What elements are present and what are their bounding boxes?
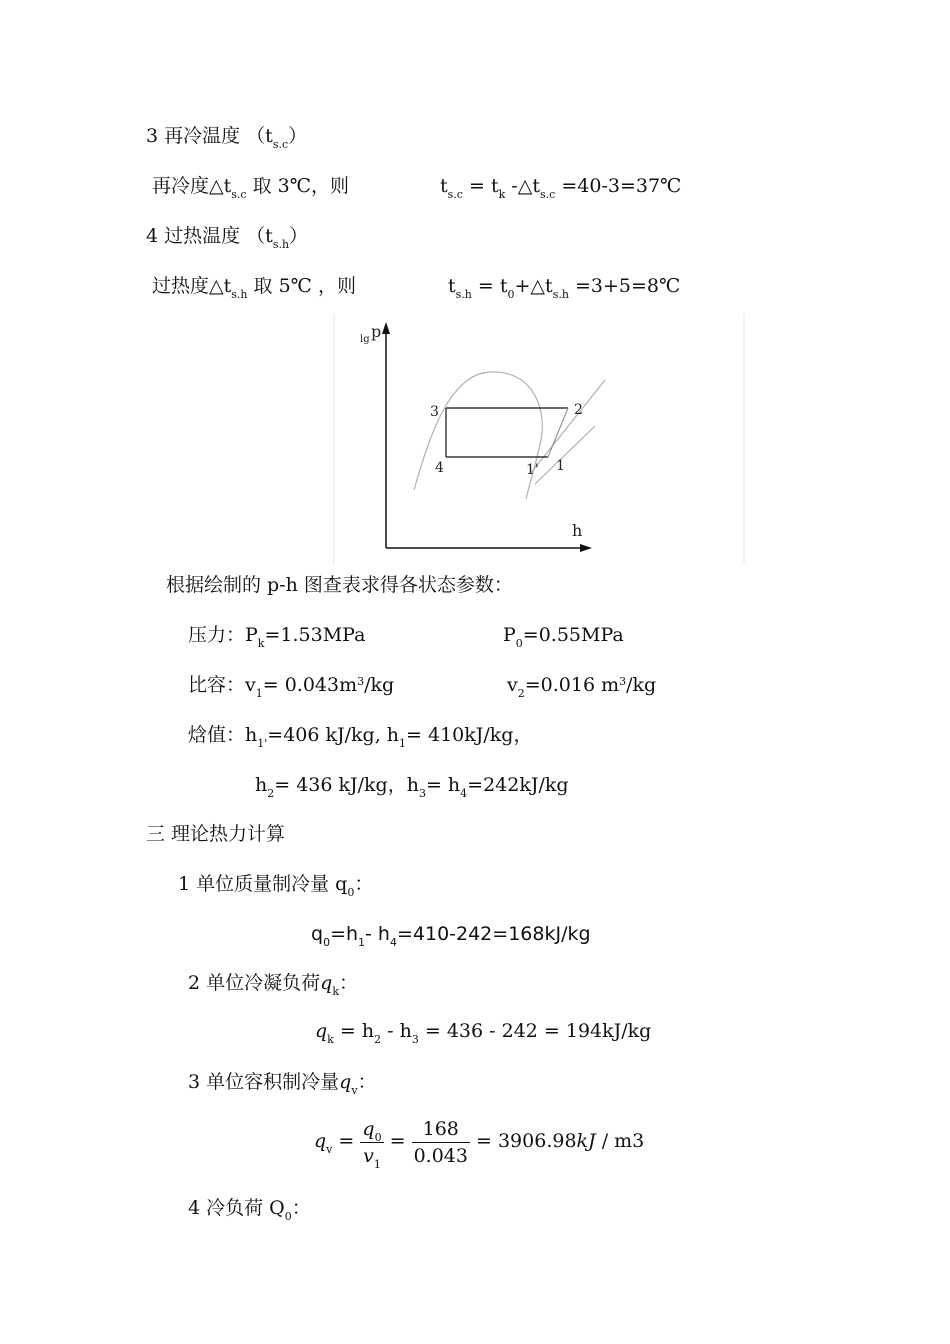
qv-fraction-symbolic: $\frac{q_0}{v_1}$ bbox=[362, 1117, 382, 1171]
superheat-description: 过热度$\triangle t_{s.h}$ 取 5℃ ，则 bbox=[152, 275, 356, 301]
ph-diagram bbox=[330, 314, 750, 564]
q0-formula: $q_0=h_1-$ $h_4=410-242=168kJ/kg$ bbox=[311, 923, 591, 949]
subcooling-formula: $t_{s.c} = t_k$ $-\triangle t_{s.c}$ =40-3=37℃ bbox=[440, 175, 682, 201]
qv-fraction-numeric: $\frac{168}{0.043}$ bbox=[413, 1117, 468, 1167]
x-axis-arrow bbox=[580, 544, 592, 552]
enthalpy-h2-h3-h4: $h_2= 436$ kJ/kg，$h_3= h_4=242kJ/kg$ bbox=[255, 774, 569, 800]
qk-heading: 2 单位冷凝负荷$q_k$： bbox=[188, 972, 358, 998]
point-3-label: 3 bbox=[430, 404, 439, 420]
subcooling-description: 再冷度$\triangle t_{s.c}$ 取 3℃，则 bbox=[152, 175, 349, 201]
section-4-title: 4 过热温度 $(t_{s.h})$ bbox=[146, 225, 309, 251]
point-4-label: 4 bbox=[435, 460, 444, 476]
x-axis-label: h bbox=[572, 521, 583, 540]
Q0-heading: 4 冷负荷 $Q_0$： bbox=[188, 1197, 311, 1223]
isentrope-2 bbox=[535, 426, 595, 484]
section-3-title: 3 再冷温度 $(t_{s.c})$ bbox=[146, 125, 308, 151]
qv-formula: $q_v$ = $\frac{q_0}{v_1}$ = $\frac{168}{0.043}$ = 3906.98kJ / m3 bbox=[314, 1117, 645, 1171]
pressure-p0: $P_0=0.55MPa$ bbox=[503, 624, 624, 650]
specific-volume-v1: 比容：$v_1= 0.043m^3/kg$ bbox=[188, 674, 395, 700]
parameters-intro: 根据绘制的 p-h 图查表求得各状态参数： bbox=[166, 574, 513, 596]
q0-heading: 1 单位质量制冷量 $q_0$： bbox=[178, 873, 374, 899]
qv-heading: 3 单位容积制冷量$q_v$： bbox=[188, 1071, 377, 1097]
saturation-curve bbox=[414, 372, 542, 499]
point-2-label: 2 bbox=[574, 402, 583, 418]
pressure-pk: 压力：$P_k=1.53MPa$ bbox=[188, 624, 366, 650]
specific-volume-v2: $v_2=0.016$ $m^3/kg$ bbox=[507, 674, 657, 700]
qk-formula: $q_k = h_2 - h_3 = 436 - 242 = 194kJ/kg$ bbox=[315, 1020, 652, 1046]
point-1-label: 1 bbox=[556, 458, 565, 474]
superheat-formula: $t_{s.h}$ = $t_0+\triangle t_{s.h}$ =3+5=8℃ bbox=[448, 275, 681, 301]
calculation-section-title: 三 理论热力计算 bbox=[146, 823, 286, 845]
y-axis-label-prefix: lg bbox=[360, 334, 370, 345]
y-axis-arrow bbox=[382, 322, 390, 334]
enthalpy-h1: 焓值：$h_{1'}=406$ kJ/kg, $h_1= 410kJ/kg$， bbox=[188, 724, 533, 750]
y-axis-label: p bbox=[371, 322, 382, 341]
cycle-line-1-2 bbox=[548, 408, 568, 457]
point-1-prime-label: 1' bbox=[526, 462, 539, 478]
